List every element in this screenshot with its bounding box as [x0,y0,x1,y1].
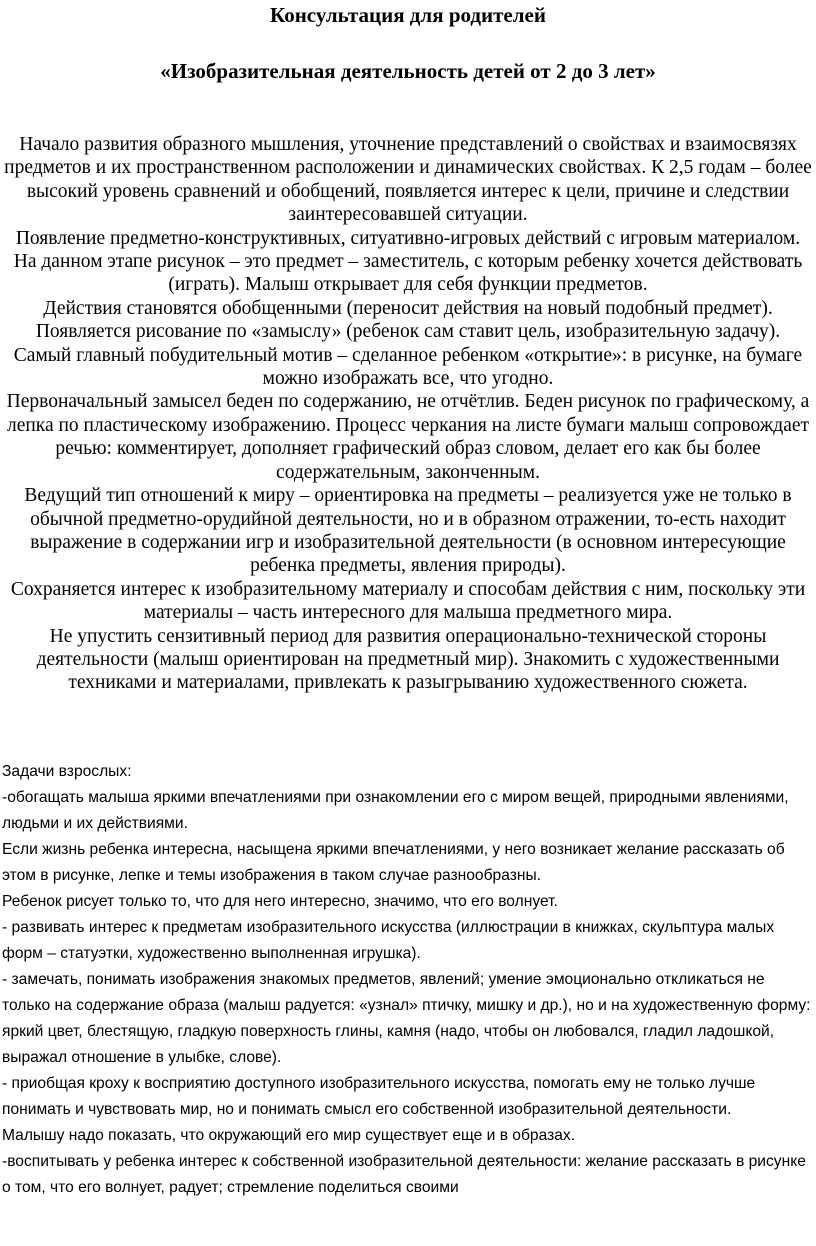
intro-paragraph: Появляется рисование по «замыслу» (ребенок сам ставит цель, изобразительную задачу). [35,321,781,343]
task-paragraph: Малышу надо показать, что окружающий его мир существует еще и в образах. [2,1127,576,1144]
intro-paragraph: Начало развития образного мышления, уточнение представлений о свойствах и взаимосвязях предметов и их пространственном расположении и динамических свойствах. К 2,5 годам – более высокий уровень сравнений и обобщений, появляется интерес к цели, причине и следствии заинтересовавшей ситуации. [4,134,812,226]
intro-section [0,133,816,695]
intro-paragraph: Ведущий тип отношений к миру – ориентировка на предметы – реализуется уже не только в обычной предметно-орудийной деятельности, но и в образном отражении, то-есть находит выражение в содержании игр и изобразительной деятельности (в основном интересующие ребенка предметы, явления природы). [24,485,792,577]
document-title: Консультация для родителей [270,3,546,27]
task-paragraph: Ребенок рисует только то, что для него интересно, значимо, что его волнует. [2,893,558,910]
task-paragraph: - замечать, понимать изображения знакомых предметов, явлений; умение эмоционально откликаться не только на содержание образа (малыш радуется: «узнал» птичку, мишку и др.), но и на художественную форму: яркий цвет, блестящую, гладкую поверхность глины, камня (надо, чтобы он любовался, гладил ладошкой, выражал отношение в улыбке, слове). [2,971,811,1066]
intro-paragraph: Не упустить сензитивный период для развития операционально-технической стороны деятельности (малыш ориентирован на предметный мир). Знакомить с художественными техниками и материалами, привлекать к разыгрыванию художественного сюжета. [36,625,780,694]
tasks-heading: Задачи взрослых: [2,763,132,780]
task-paragraph: - развивать интерес к предметам изобразительного искусства (иллюстрации в книжках, скульптура малых форм – статуэтки, художественно выполненная игрушка). [2,919,775,962]
tasks-section [2,759,814,1201]
intro-paragraph: Первоначальный замысел беден по содержанию, не отчётлив. Беден рисунок по графическому, а лепка по пластическому изображению. Процесс черкания на листе бумаги малыш сопровождает речью: комментирует, дополняет графический образ словом, делает его как бы более содержательным, законченным. [6,391,810,483]
task-paragraph: - приобщая кроху к восприятию доступного изобразительного искусства, помогать ему не только лучше понимать и чувствовать мир, но и понимать смысл его собственной изобразительной деятельности. [2,1075,756,1118]
intro-paragraph: Появление предметно-конструктивных, ситуативно-игровых действий с игровым материалом. [15,227,801,249]
intro-paragraph: Сохраняется интерес к изобразительному материалу и способам действия с ним, поскольку эти материалы – часть интересного для малыша предметного мира. [10,578,806,624]
intro-paragraph: На данном этапе рисунок – это предмет – заместитель, с которым ребенку хочется действовать (играть). Малыш открывает для себя функции предметов. [13,251,803,296]
intro-paragraph: Действия становятся обобщенными (переносит действия на новый подобный предмет). [43,297,773,319]
task-paragraph: -воспитывать у ребенка интерес к собственной изобразительной деятельности: желание рассказать в рисунке о том, что его волнует, радует; стремление поделиться своими [2,1153,806,1196]
task-paragraph: -обогащать малыша яркими впечатлениями при ознакомлении его с миром вещей, природными явлениями, людьми и их действиями. [2,789,789,832]
document-subtitle: «Изобразительная деятельность детей от 2 до 3 лет» [160,59,656,83]
task-paragraph: Если жизнь ребенка интересна, насыщена яркими впечатлениями, у него возникает желание рассказать об этом в рисунке, лепке и темы изображения в таком случае разнообразны. [2,841,785,884]
intro-paragraph: Самый главный побудительный мотив – сделанное ребенком «открытие»: в рисунке, на бумаге можно изображать все, что угодно. [13,344,803,390]
